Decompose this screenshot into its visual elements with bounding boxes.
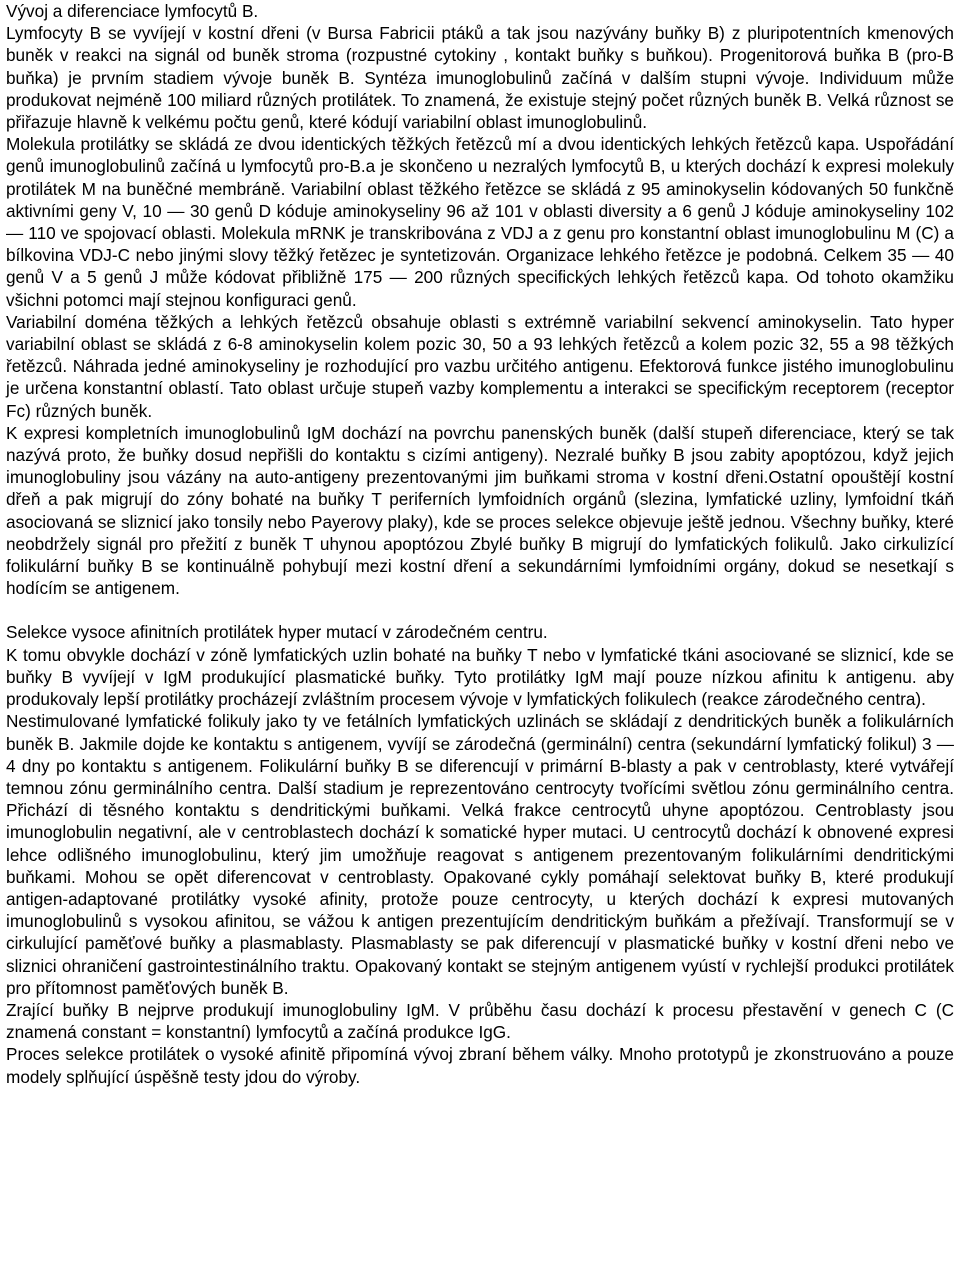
paragraph-bcell-origin: Lymfocyty B se vyvíjejí v kostní dřeni (v Bursa Fabricii ptáků a tak jsou nazývány buňky B) z pluripotentních kmenových buněk v reakci na signál od buněk stroma (rozpustné cytokiny , kontakt buňky s buňkou). Progenitorová buňka B (pro-B buňka) je prvním stadiem vývoje buněk B. Syntéza imunoglobulinů začíná v dalším stupni vývoje. Individuum může produkovat nejméně 100 miliard různých protilátek. To znamená, že existuje stejný počet různých buněk B. Velká různost se přiřazuje hlavně k velkému počtu genů, které kódují variabilní oblast imunoglobulinů.: [6, 23, 954, 133]
paragraph-variable-domain: Variabilní doména těžkých a lehkých řetězců obsahuje oblasti s extrémně variabilní sekvencí aminokyselin. Tato hyper variabilní oblast se skládá z 6-8 aminokyselin kolem pozic 30, 50 a 93 lehkých řetězců a kolem pozic 32, 55 a 98 těžkých řetězců. Náhrada jedné aminokyseliny je rozhodující pro vazbu určitého antigenu. Efektorová funkce jistého imunoglobulinu je určena konstantní oblastí. Tato oblast určuje stupeň vazby komplementu a interakci se specifickým receptorem (receptor Fc) různých buněk.: [6, 311, 954, 421]
paragraph-lymph-node-zone: K tomu obvykle dochází v zóně lymfatických uzlin bohaté na buňky T nebo v lymfatické tkáni asociované se sliznicí, kde se buňky B vyvíjejí v IgM produkující plasmatické buňky. Tyto protilátky IgM mají pouze nízkou afinitu k antigenu. aby produkovaly lepší protilátky procházejí zvláštním procesem vývoje v lymfatických folikulech (reakce zárodečného centra).: [6, 644, 954, 710]
document-title: Vývoj a diferenciace lymfocytů B.: [6, 1, 259, 21]
paragraph-igm-expression: K expresi kompletních imunoglobulinů IgM dochází na povrchu panenských buněk (další stupeň diferenciace, který se tak nazývá proto, že buňky dosud nepřišli do kontaktu s cizími antigeny). Nezralé buňky B jsou zabity apoptózou, když jejich imunoglobuliny jsou vázány na auto-antigeny prezentovanými jim buňkami stroma v kostní dřeni.Ostatní opouštějí kostní dřeň a pak migrují do zóny bohaté na buňky T periferních lymfoidních orgánů (slezina, lymfatické uzliny, lymfoidní tkáň asociovaná se sliznicí jako tonsily nebo Payerovy plaky), kde se proces selekce objevuje ještě jednou. Všechny buňky, které neobdržely signál pro přežití z buněk T uhynou apoptózou Zbylé buňky B migrují do lymfatických folikulů. Jako cirkulizící folikulární buňky B se kontinuálně pohybují mezi kostní dření a sekundárními lymfoidními orgány, dokud se nesetkají s hodícím se antigenem.: [6, 422, 954, 599]
paragraph-germinal-center-reaction: Nestimulované lymfatické folikuly jako ty ve fetálních lymfatických uzlinách se skládají z dendritických buněk a folikulárních buněk B. Jakmile dojde ke kontaktu s antigenem, vyvíjí se zárodečná (germinální) centra (sekundární lymfatický folikul) 3 — 4 dny po kontaktu s antigenem. Folikulární buňky B se diferencují v primární B-blasty a pak v centroblasty, které vytvářejí temnou zónu germinálního centra. Další stadium je reprezentováno centrocyty tvořícími světlou zónu germinálního centra. Přichází di těsného kontaktu s dendritickými buňkami. Velká frakce centrocytů uhyne apoptózou. Centroblasty jsou imunoglobulin negativní, ale v centroblastech dochází k somatické hyper mutaci. U centrocytů dochází k obnovené expresi lehce odlišného imunoglobulinu, který jim umožňuje reagovat s antigenem prezentovaným folikulárními dendritickými buňkami. Mohou se opět diferencovat v centroblasty. Opakované cykly pomáhají selektovat buňky B, které produkují antigen-adaptované protilátky vysoké afinity, protože pouze centrocyty, u kterých dochází k expresi mutovaných imunoglobulinů s vysokou afinitou, se vážou k antigen prezentujícím dendritickým buňkám a přežívají. Transformují se v cirkulující paměťové buňky a plasmablasty. Plasmablasty se pak diferencují v plasmatické buňky v kostní dřeni nebo ve sliznici ohraničení gastrointestinálního traktu. Opakovaný kontakt se stejným antigenem vyústí v rychlejší produkci protilátek pro přítomnost paměťových buněk B.: [6, 711, 954, 998]
paragraph-selection-analogy: Proces selekce protilátek o vysoké afinitě připomíná vývoj zbraní během války. Mnoho prototypů je zkonstruováno a pouze modely splňující úspěšně testy jdou do výroby.: [6, 1044, 954, 1087]
section-heading-germinal-center: Selekce vysoce afinitních protilátek hyper mutací v zárodečném centru.: [6, 622, 548, 643]
paragraph-spacer: [6, 599, 954, 621]
paragraph-antibody-structure: Molekula protilátky se skládá ze dvou identických těžkých řetězců mí a dvou identických lehkých řetězců kapa. Uspořádání genů imunoglobulinů začíná u lymfocytů pro-B.a je skončeno u nezralých lymfocytů B, u kterých dochází k expresi molekuly protilátek M na buněčné membráně. Variabilní oblast těžkého řetězce se skládá z 95 aminokyselin kódovaných 50 funkčně aktivními geny V, 10 — 30 genů D kóduje aminokyseliny 96 až 101 v oblasti diversity a 6 genů J kóduje aminokyseliny 102 — 110 ve spojovací oblasti. Molekula mRNK je transkribována z VDJ a z genu pro konstantní oblast imunoglobulinu M (C) a bílkovina VDJ-C nebo jinými slovy těžký řetězec je syntetizován. Organizace lehkého řetězce je podobná. Celkem 35 — 40 genů V a 5 genů J může kódovat přibližně 175 — 200 různých specifických lehkých řetězců kapa. Od tohoto okamžiku všichni potomci mají stejnou konfiguraci genů.: [6, 134, 954, 310]
paragraph-class-switch: Zrající buňky B nejprve produkují imunoglobuliny IgM. V průběhu času dochází k procesu přestavění v genech C (C znamená constant = konstantní) lymfocytů a začíná produkce IgG.: [6, 999, 954, 1043]
